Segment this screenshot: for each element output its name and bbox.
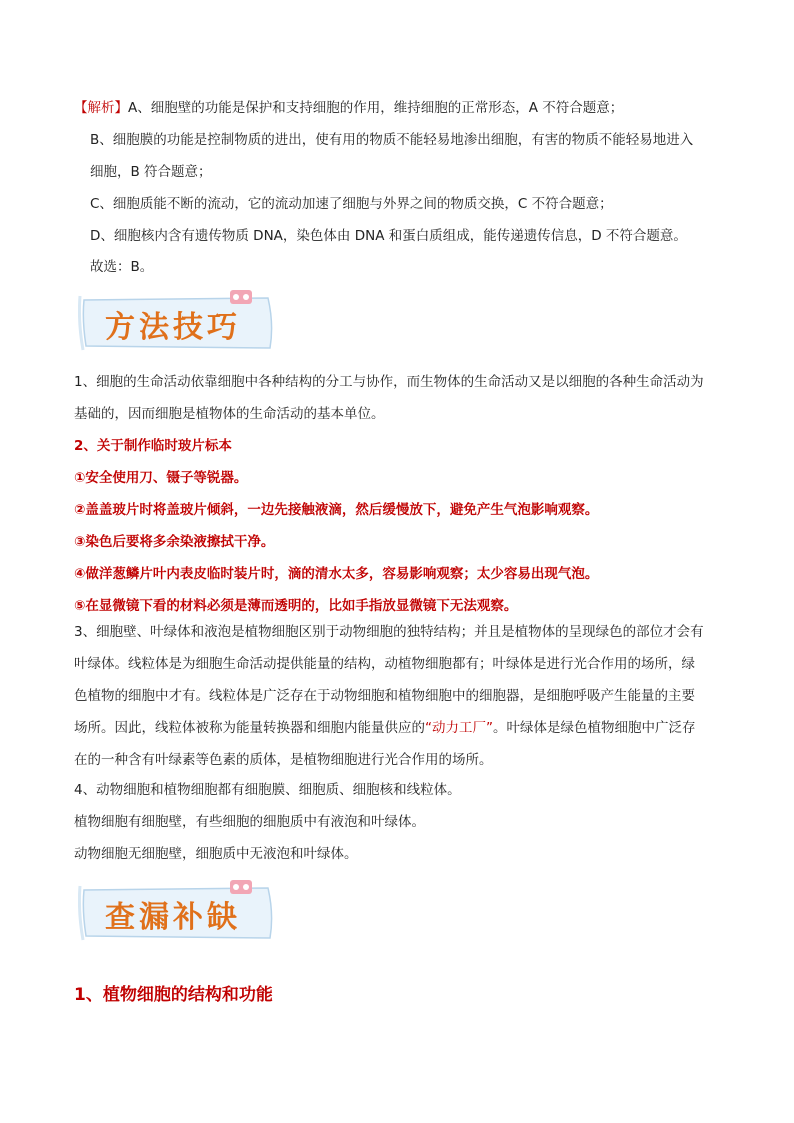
tip-2-item-5: ⑤在显微镜下看的材料必须是薄而透明的，比如手指放显微镜下无法观察。 [74, 598, 518, 614]
method-tips-banner [78, 290, 283, 352]
analysis-line-5: D、细胞核内含有遗传物质 DNA，染色体由 DNA 和蛋白质组成，能传递遗传信息，D 不符合题意。 [90, 228, 687, 244]
tip-2-item-4: ④做洋葱鳞片叶内表皮临时装片时，滴的清水太多，容易影响观察；太少容易出现气泡。 [74, 566, 599, 582]
power-factory-term: “动力工厂” [425, 720, 493, 736]
tip-1-line-1: 1、细胞的生命活动依靠细胞中各种结构的分工与协作，而生物体的生命活动又是以细胞的各种生命活动为 [74, 374, 704, 390]
tip-4-line-2: 植物细胞有细胞壁，有些细胞的细胞质中有液泡和叶绿体。 [74, 814, 425, 830]
tip-3-line-2: 叶绿体。线粒体是为细胞生命活动提供能量的结构，动植物细胞都有；叶绿体是进行光合作用的场所，绿 [74, 656, 695, 672]
tip-2-item-1: ①安全使用刀、镊子等锐器。 [74, 470, 248, 486]
tip-2-item-3: ③染色后要将多余染液擦拭干净。 [74, 534, 275, 550]
tip-3-line-1: 3、细胞壁、叶绿体和液泡是植物细胞区别于动物细胞的独特结构；并且是植物体的呈现绿色的部位才会有 [74, 624, 704, 640]
tip-4-line-3: 动物细胞无细胞壁，细胞质中无液泡和叶绿体。 [74, 846, 358, 862]
check-gaps-banner [78, 880, 283, 942]
tip-3-line-3: 色植物的细胞中才有。线粒体是广泛存在于动物细胞和植物细胞中的细胞器，是细胞呼吸产生能量的主要 [74, 688, 695, 704]
check-gaps-title: 查漏补缺 [105, 900, 241, 935]
tip-4-line-1: 4、动物细胞和植物细胞都有细胞膜、细胞质、细胞核和线粒体。 [74, 782, 461, 798]
analysis-line-1: 【解析】A、细胞壁的功能是保护和支持细胞的作用，维持细胞的正常形态，A 不符合题意； [74, 100, 624, 116]
tip-3-line-5: 在的一种含有叶绿素等色素的质体，是植物细胞进行光合作用的场所。 [74, 752, 493, 768]
tip-2-item-2: ②盖盖玻片时将盖玻片倾斜，一边先接触液滴，然后缓慢放下，避免产生气泡影响观察。 [74, 502, 599, 518]
tip-3-line-4: 场所。因此，线粒体被称为能量转换器和细胞内能量供应的“动力工厂”。叶绿体是绿色植物细胞中广泛存 [74, 720, 696, 736]
analysis-tag: 【解析】 [74, 100, 128, 116]
analysis-line-3: 细胞，B 符合题意； [90, 164, 212, 180]
method-tips-title: 方法技巧 [105, 310, 241, 345]
analysis-line-4: C、细胞质能不断的流动，它的流动加速了细胞与外界之间的物质交换，C 不符合题意； [90, 196, 613, 212]
tip-2-title: 2、关于制作临时玻片标本 [74, 438, 232, 454]
analysis-line-2: B、细胞膜的功能是控制物质的进出，使有用的物质不能轻易地渗出细胞，有害的物质不能轻易地进入 [90, 132, 694, 148]
section-heading: 1、植物细胞的结构和功能 [74, 985, 273, 1005]
tip-1-line-2: 基础的，因而细胞是植物体的生命活动的基本单位。 [74, 406, 385, 422]
analysis-answer: 故选：B。 [90, 259, 154, 275]
